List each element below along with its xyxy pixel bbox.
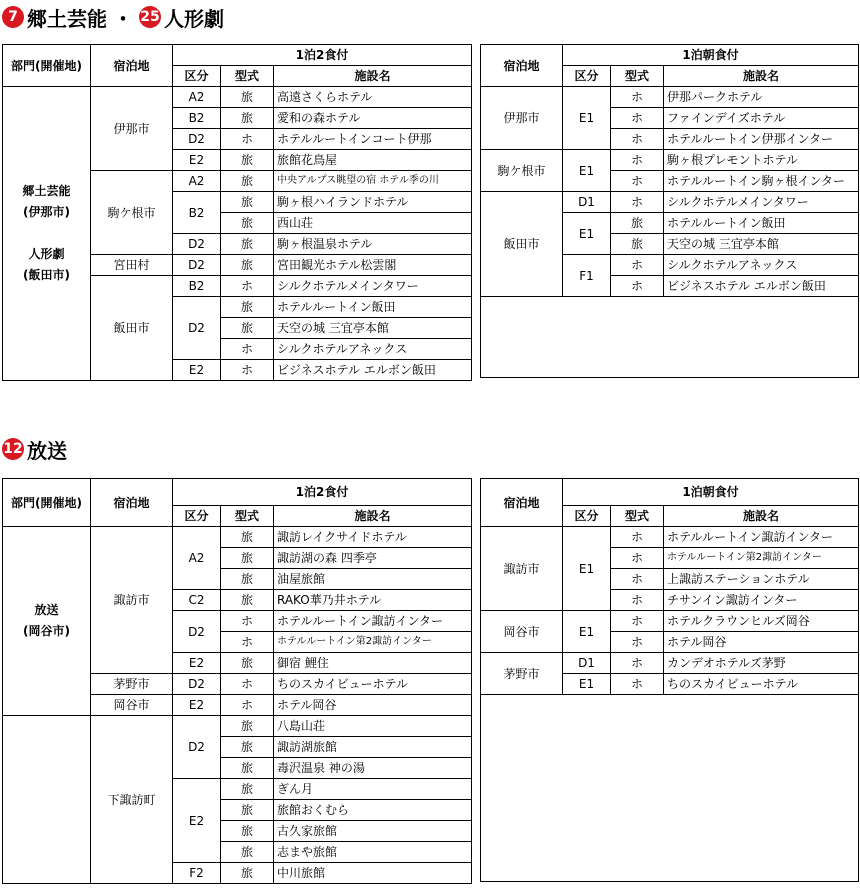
facility-cell: 高遠さくらホテル (274, 87, 472, 108)
location-cell: 岡谷市 (91, 695, 173, 716)
facility-cell: 上諏訪ステーションホテル (664, 569, 859, 590)
type-cell: 旅 (611, 234, 664, 255)
type-cell: ホ (221, 276, 274, 297)
kubun-cell: D1 (563, 192, 611, 213)
type-cell: ホ (611, 150, 664, 171)
type-cell: 旅 (221, 87, 274, 108)
type-cell: ホ (221, 129, 274, 150)
type-cell: ホ (611, 527, 664, 548)
facility-cell: ビジネスホテル エルボン飯田 (664, 276, 859, 297)
kubun-cell: D2 (173, 611, 221, 653)
header-type: 型式 (611, 66, 664, 87)
facility-cell: 中川旅館 (274, 863, 472, 884)
kubun-cell: F2 (173, 863, 221, 884)
kubun-cell: B2 (173, 108, 221, 129)
header-facility: 施設名 (274, 506, 472, 527)
type-cell: 旅 (221, 842, 274, 863)
type-cell: ホ (611, 569, 664, 590)
dept-cell: 郷土芸能 (伊那市) 人形劇 (飯田市) (3, 87, 91, 381)
section-title-text: 人形劇 (164, 6, 224, 31)
facility-cell: 八島山荘 (274, 716, 472, 737)
kubun-cell: D2 (173, 674, 221, 695)
header-plan-breakfast: 1泊朝食付 (563, 45, 859, 66)
facility-cell: ビジネスホテル エルボン飯田 (274, 360, 472, 381)
facility-cell: ホテルクラウンヒルズ岡谷 (664, 611, 859, 632)
header-facility: 施設名 (664, 506, 859, 527)
type-cell: ホ (611, 276, 664, 297)
section-title-1 (2, 4, 224, 30)
empty-area (481, 695, 859, 882)
location-cell: 茅野市 (481, 653, 563, 695)
kubun-cell: E1 (563, 527, 611, 611)
type-cell: 旅 (221, 255, 274, 276)
kubun-cell: A2 (173, 87, 221, 108)
section-title-text: 郷土芸能 (27, 6, 107, 31)
header-facility: 施設名 (664, 66, 859, 87)
type-cell: ホ (221, 611, 274, 632)
kubun-cell: F1 (563, 255, 611, 297)
kubun-cell: D1 (563, 653, 611, 674)
facility-cell: チサンイン諏訪インター (664, 590, 859, 611)
facility-cell: 諏訪湖旅館 (274, 737, 472, 758)
type-cell: 旅 (221, 758, 274, 779)
kubun-cell: A2 (173, 171, 221, 192)
table-2-left (2, 478, 472, 884)
location-cell: 茅野市 (91, 674, 173, 695)
type-cell: ホ (611, 255, 664, 276)
type-cell: ホ (611, 87, 664, 108)
location-cell: 岡谷市 (481, 611, 563, 653)
type-cell: ホ (221, 674, 274, 695)
type-cell: ホ (221, 360, 274, 381)
header-kubun: 区分 (563, 506, 611, 527)
facility-cell: 駒ヶ根温泉ホテル (274, 234, 472, 255)
location-cell: 伊那市 (481, 87, 563, 150)
type-cell: ホ (611, 171, 664, 192)
facility-cell: ファインデイズホテル (664, 108, 859, 129)
type-cell: ホ (611, 108, 664, 129)
location-cell: 駒ケ根市 (481, 150, 563, 192)
facility-cell: 天空の城 三宜亭本館 (664, 234, 859, 255)
type-cell: 旅 (221, 779, 274, 800)
header-location: 宿泊地 (91, 45, 173, 87)
facility-cell: 駒ヶ根プレモントホテル (664, 150, 859, 171)
header-location: 宿泊地 (481, 45, 563, 87)
kubun-cell: C2 (173, 590, 221, 611)
facility-cell: 毒沢温泉 神の湯 (274, 758, 472, 779)
type-cell: ホ (611, 674, 664, 695)
kubun-cell: B2 (173, 192, 221, 234)
facility-cell: ホテルルートイン第2諏訪インター (664, 548, 859, 569)
type-cell: 旅 (221, 863, 274, 884)
location-cell: 下諏訪町 (91, 716, 173, 884)
facility-cell: 駒ヶ根ハイランドホテル (274, 192, 472, 213)
kubun-cell: E2 (173, 360, 221, 381)
header-plan-2meals: 1泊2食付 (173, 479, 472, 506)
kubun-cell: D2 (173, 129, 221, 150)
facility-cell: シルクホテルメインタワー (664, 192, 859, 213)
kubun-cell: E2 (173, 150, 221, 171)
dept-cell: 放送 (岡谷市) (3, 527, 91, 716)
kubun-cell: D2 (173, 297, 221, 360)
facility-cell: ちのスカイビューホテル (664, 674, 859, 695)
kubun-cell: D2 (173, 234, 221, 255)
section-number-badge: 12 (2, 438, 24, 460)
header-kubun: 区分 (173, 66, 221, 87)
header-type: 型式 (611, 506, 664, 527)
location-cell: 伊那市 (91, 87, 173, 171)
facility-cell: 旅館おくむら (274, 800, 472, 821)
header-location: 宿泊地 (481, 479, 563, 527)
section-title-text: 放送 (27, 438, 67, 463)
kubun-cell: E2 (173, 653, 221, 674)
facility-cell: 中央アルプス眺望の宿 ホテル季の川 (274, 171, 472, 192)
header-type: 型式 (221, 506, 274, 527)
type-cell: 旅 (221, 737, 274, 758)
kubun-cell: E1 (563, 150, 611, 192)
type-cell: 旅 (221, 590, 274, 611)
header-kubun: 区分 (563, 66, 611, 87)
section-number-badge: 25 (139, 6, 161, 28)
facility-cell: 御宿 鯉住 (274, 653, 472, 674)
kubun-cell: D2 (173, 716, 221, 779)
type-cell: 旅 (221, 318, 274, 339)
facility-cell: ホテルルートイン諏訪インター (274, 611, 472, 632)
type-cell: 旅 (221, 653, 274, 674)
type-cell: ホ (611, 129, 664, 150)
dept-cell-continued (3, 716, 91, 884)
facility-cell: ホテルルートイン飯田 (664, 213, 859, 234)
title-separator: ・ (113, 6, 133, 31)
facility-cell: ちのスカイビューホテル (274, 674, 472, 695)
type-cell: 旅 (221, 297, 274, 318)
type-cell: ホ (611, 548, 664, 569)
facility-cell: ぎん月 (274, 779, 472, 800)
header-plan-2meals: 1泊2食付 (173, 45, 472, 66)
type-cell: 旅 (221, 171, 274, 192)
location-cell: 飯田市 (481, 192, 563, 297)
empty-area (481, 297, 859, 378)
type-cell: 旅 (221, 821, 274, 842)
table-2-right (480, 478, 859, 882)
facility-cell: ホテルルートインコート伊那 (274, 129, 472, 150)
type-cell: 旅 (221, 716, 274, 737)
facility-cell: RAKO華乃井ホテル (274, 590, 472, 611)
type-cell: ホ (611, 611, 664, 632)
type-cell: 旅 (221, 548, 274, 569)
facility-cell: ホテルルートイン諏訪インター (664, 527, 859, 548)
header-location: 宿泊地 (91, 479, 173, 527)
location-cell: 飯田市 (91, 276, 173, 381)
type-cell: ホ (221, 632, 274, 653)
facility-cell: 天空の城 三宜亭本館 (274, 318, 472, 339)
location-cell: 諏訪市 (91, 527, 173, 674)
kubun-cell: E1 (563, 213, 611, 255)
facility-cell: 旅館花鳥屋 (274, 150, 472, 171)
type-cell: ホ (611, 192, 664, 213)
kubun-cell: E1 (563, 611, 611, 653)
header-dept: 部門(開催地) (3, 479, 91, 527)
location-cell: 駒ケ根市 (91, 171, 173, 255)
facility-cell: ホテルルートイン飯田 (274, 297, 472, 318)
kubun-cell: E1 (563, 674, 611, 695)
table-1-right (480, 44, 859, 378)
kubun-cell: E2 (173, 779, 221, 863)
header-plan-breakfast: 1泊朝食付 (563, 479, 859, 506)
facility-cell: 西山荘 (274, 213, 472, 234)
kubun-cell: E2 (173, 695, 221, 716)
type-cell: 旅 (221, 150, 274, 171)
type-cell: 旅 (221, 569, 274, 590)
facility-cell: ホテルルートイン第2諏訪インター (274, 632, 472, 653)
facility-cell: 諏訪レイクサイドホテル (274, 527, 472, 548)
type-cell: ホ (221, 695, 274, 716)
location-cell: 宮田村 (91, 255, 173, 276)
header-type: 型式 (221, 66, 274, 87)
location-cell: 諏訪市 (481, 527, 563, 611)
kubun-cell: A2 (173, 527, 221, 590)
facility-cell: 伊那パークホテル (664, 87, 859, 108)
section-number-badge: 7 (2, 6, 24, 28)
facility-cell: ホテルルートイン伊那インター (664, 129, 859, 150)
type-cell: ホ (611, 632, 664, 653)
facility-cell: 愛和の森ホテル (274, 108, 472, 129)
type-cell: 旅 (221, 800, 274, 821)
kubun-cell: E1 (563, 87, 611, 150)
header-dept: 部門(開催地) (3, 45, 91, 87)
type-cell: 旅 (221, 108, 274, 129)
facility-cell: ホテルルートイン駒ヶ根インター (664, 171, 859, 192)
facility-cell: ホテル岡谷 (664, 632, 859, 653)
header-facility: 施設名 (274, 66, 472, 87)
table-1-left (2, 44, 472, 381)
type-cell: 旅 (221, 527, 274, 548)
facility-cell: シルクホテルアネックス (274, 339, 472, 360)
kubun-cell: D2 (173, 255, 221, 276)
type-cell: 旅 (611, 213, 664, 234)
type-cell: 旅 (221, 213, 274, 234)
kubun-cell: B2 (173, 276, 221, 297)
facility-cell: 諏訪湖の森 四季亭 (274, 548, 472, 569)
header-kubun: 区分 (173, 506, 221, 527)
facility-cell: 宮田観光ホテル松雲閣 (274, 255, 472, 276)
facility-cell: 古久家旅館 (274, 821, 472, 842)
facility-cell: ホテル岡谷 (274, 695, 472, 716)
facility-cell: 志まや旅館 (274, 842, 472, 863)
facility-cell: 油屋旅館 (274, 569, 472, 590)
type-cell: 旅 (221, 192, 274, 213)
facility-cell: シルクホテルメインタワー (274, 276, 472, 297)
type-cell: 旅 (221, 234, 274, 255)
facility-cell: シルクホテルアネックス (664, 255, 859, 276)
type-cell: ホ (611, 590, 664, 611)
type-cell: ホ (611, 653, 664, 674)
facility-cell: カンデオホテルズ茅野 (664, 653, 859, 674)
type-cell: ホ (221, 339, 274, 360)
section-title-2 (2, 436, 67, 462)
